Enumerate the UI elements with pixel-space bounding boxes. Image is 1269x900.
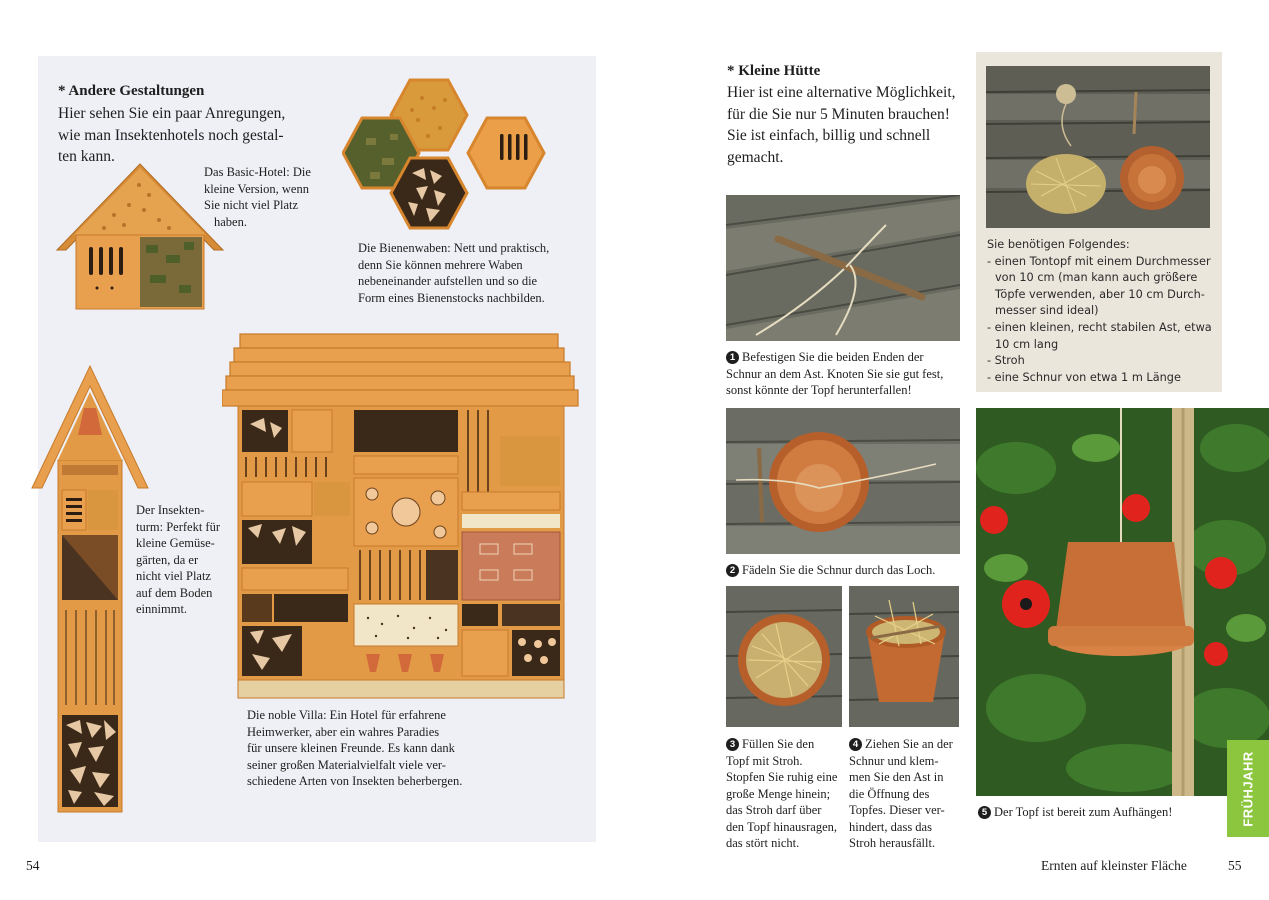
- step3-photo: [726, 586, 842, 727]
- step5-caption: 5 Der Topf ist bereit zum Aufhängen!: [978, 804, 1238, 821]
- step2-caption: 2 Fädeln Sie die Schnur durch das Loch.: [726, 562, 966, 579]
- step1-caption: 1 Befestigen Sie die beiden Enden der Schnur an dem Ast. Knoten Sie sie gut fest, sonst könnte der Topf herunterfallen!: [726, 350, 944, 397]
- honeycomb-caption: Die Bienenwaben: Nett und praktisch, denn Sie können mehrere Waben nebeneinander aufstellen und so die Form eines Bienenstocks nachbilden.: [358, 241, 550, 305]
- left-heading: * Andere Gestaltungen: [58, 83, 205, 99]
- footer-title: Ernten auf kleinster Fläche: [1041, 858, 1187, 873]
- step4-caption: 4 Ziehen Sie an der Schnur und klem- men Sie den Ast in die Öffnung des Topfes. Dieser ver- hindert, dass das Stroh herausfällt.: [849, 737, 953, 850]
- honeycomb-illustration: [342, 78, 558, 230]
- materials-photo: [986, 66, 1210, 228]
- step4-number: 4: [849, 738, 862, 751]
- right-heading: * Kleine Hütte: [727, 63, 821, 79]
- step1-number: 1: [726, 351, 739, 364]
- insect-tower-illustration: [30, 360, 152, 815]
- step5-photo: [976, 408, 1269, 796]
- step4-photo: [849, 586, 959, 727]
- step3-number: 3: [726, 738, 739, 751]
- step3-caption: 3 Füllen Sie den Topf mit Stroh. Stopfen Sie ruhig eine große Menge hinein; das Stroh darf über den Topf hinausragen, das stört nicht.: [726, 737, 838, 850]
- left-intro: Hier sehen Sie ein paar Anregungen, wie man Insektenhotels noch gestal- ten kann.: [58, 105, 286, 165]
- insect-tower-caption: Der Insekten- turm: Perfekt für kleine Gemüse- gärten, da er nicht viel Platz auf dem Boden einnimmt.: [136, 503, 221, 616]
- noble-villa-caption: Die noble Villa: Ein Hotel für erfahrene Heimwerker, aber ein wahres Paradies für unsere kleinen Freunde. Es kann dank seiner großen Materialvielfalt viele ver- schiedene Arten von Insekten beherbergen.: [247, 708, 463, 788]
- season-side-tab: FRÜHJAHR: [1227, 740, 1269, 837]
- right-page-number: 55: [1228, 858, 1242, 873]
- right-intro: Hier ist eine alternative Möglichkeit, für die Sie nur 5 Minuten brauchen! Sie ist einfach, billig und schnell gemacht.: [727, 84, 956, 166]
- basic-hotel-caption: Das Basic-Hotel: Die kleine Version, wenn Sie nicht viel Platz haben.: [204, 165, 311, 229]
- step2-photo: [726, 408, 960, 554]
- step5-number: 5: [978, 806, 991, 819]
- step2-number: 2: [726, 564, 739, 577]
- step1-photo: [726, 195, 960, 341]
- left-page-number: 54: [26, 858, 40, 873]
- materials-list: Sie benötigen Folgendes: - einen Tontopf mit einem Durchmesser von 10 cm (man kann auch größere Töpfe verwenden, aber 10 cm Durch- messer sind ideal) - einen kleinen, recht stabilen Ast, etwa 10 cm lang - Stroh - eine Schnur von etwa 1 m Länge: [987, 238, 1212, 384]
- basic-hotel-illustration: [54, 160, 226, 312]
- noble-villa-illustration: [222, 332, 582, 700]
